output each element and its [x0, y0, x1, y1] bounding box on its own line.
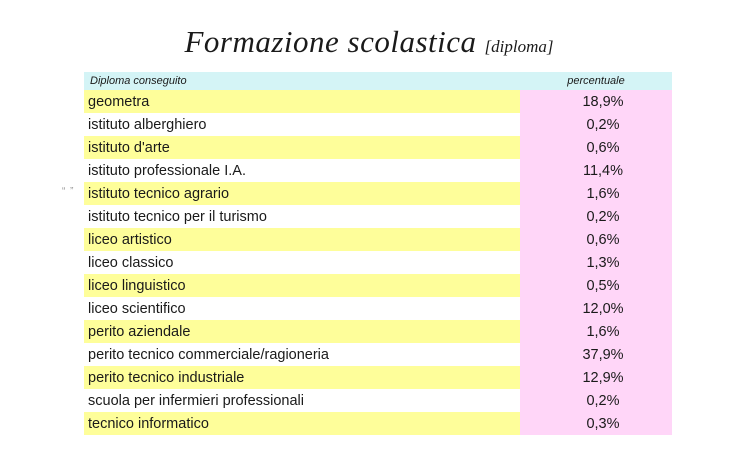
diploma-name: istituto tecnico agrario: [84, 182, 520, 205]
title-subtitle: [diploma]: [484, 37, 554, 56]
table-row: [84, 136, 672, 159]
diploma-name: istituto professionale I.A.: [84, 159, 520, 182]
diploma-name: scuola per infermieri professionali: [84, 389, 520, 412]
header-percentuale: percentuale: [520, 72, 672, 90]
diploma-percentage: 18,9%: [520, 90, 672, 113]
diploma-percentage: 11,4%: [520, 159, 672, 182]
diploma-name: perito tecnico industriale: [84, 366, 520, 389]
table-row: [84, 412, 672, 435]
diploma-name: istituto d'arte: [84, 136, 520, 159]
diploma-name: perito tecnico commerciale/ragioneria: [84, 343, 520, 366]
diploma-percentage: 1,6%: [520, 320, 672, 343]
diploma-name: istituto tecnico per il turismo: [84, 205, 520, 228]
table-row: [84, 343, 672, 366]
table-row: [84, 389, 672, 412]
diploma-name: liceo classico: [84, 251, 520, 274]
table-row: [84, 205, 672, 228]
table-header-row: [84, 72, 672, 90]
table-row: [84, 366, 672, 389]
table-row: [84, 320, 672, 343]
diploma-name: geometra: [84, 90, 520, 113]
diploma-percentage: 12,0%: [520, 297, 672, 320]
table-row: [84, 90, 672, 113]
diploma-percentage: 0,3%: [520, 412, 672, 435]
table-row: [84, 251, 672, 274]
diploma-name: liceo linguistico: [84, 274, 520, 297]
diploma-percentage: 1,3%: [520, 251, 672, 274]
diploma-name: tecnico informatico: [84, 412, 520, 435]
diploma-percentage: 0,6%: [520, 136, 672, 159]
table-row: [84, 159, 672, 182]
diploma-name: perito aziendale: [84, 320, 520, 343]
table-row: [84, 228, 672, 251]
title-main: Formazione scolastica: [184, 24, 477, 59]
diploma-percentage: 0,2%: [520, 205, 672, 228]
diploma-percentage: 37,9%: [520, 343, 672, 366]
diploma-percentage: 0,6%: [520, 228, 672, 251]
stray-quote-marks: “ ”: [62, 186, 75, 197]
diploma-percentage: 12,9%: [520, 366, 672, 389]
header-diploma: Diploma conseguito: [84, 72, 520, 90]
diploma-percentage: 0,5%: [520, 274, 672, 297]
diploma-name: liceo artistico: [84, 228, 520, 251]
table-row: [84, 297, 672, 320]
diploma-percentage: 0,2%: [520, 389, 672, 412]
table-row: [84, 113, 672, 136]
table-row: [84, 182, 672, 205]
diploma-table: [84, 72, 672, 435]
table-row: [84, 274, 672, 297]
page-title: [0, 24, 738, 60]
table-body: [84, 90, 672, 435]
diploma-percentage: 0,2%: [520, 113, 672, 136]
diploma-name: liceo scientifico: [84, 297, 520, 320]
diploma-percentage: 1,6%: [520, 182, 672, 205]
diploma-name: istituto alberghiero: [84, 113, 520, 136]
